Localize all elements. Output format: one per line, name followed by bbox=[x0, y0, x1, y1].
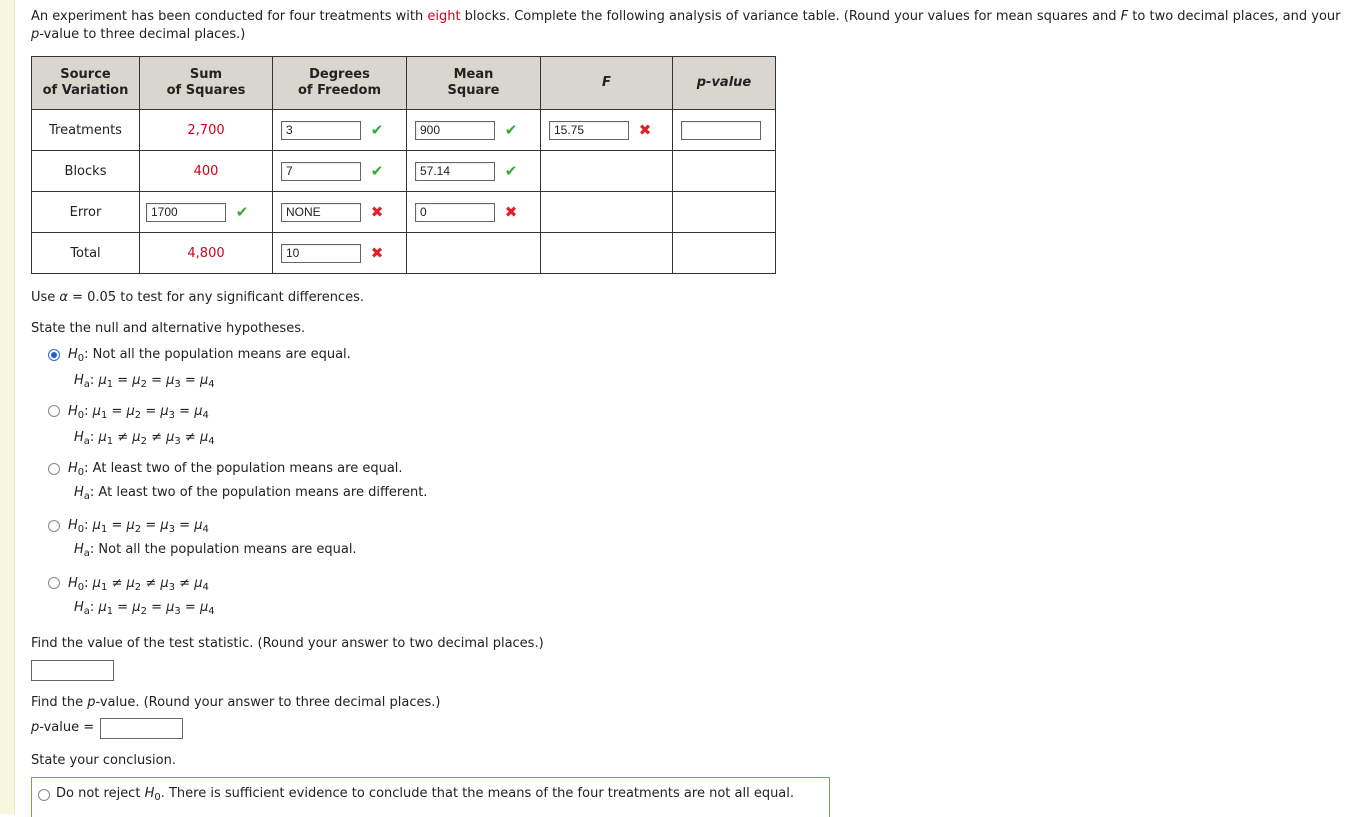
hypothesis-option-1-radio[interactable] bbox=[48, 349, 60, 361]
hypothesis-option-3-radio[interactable] bbox=[48, 463, 60, 475]
alpha-statement: Use α = 0.05 to test for any significant differences. bbox=[31, 290, 364, 305]
table-row-error bbox=[32, 192, 776, 233]
conclusion-option-1-radio[interactable] bbox=[38, 789, 50, 801]
p-value-label: p-value = bbox=[31, 720, 95, 735]
hypothesis-option-3-h0: $H_0$: At least two of the population means are equal. bbox=[68, 461, 403, 478]
test-statistic-input[interactable] bbox=[31, 660, 114, 681]
hypothesis-option-1-ha: $H_a$: $\mu_1 = \mu_2 = \mu_3 = \mu_4$ bbox=[74, 373, 215, 390]
check-icon: ✔ bbox=[370, 121, 384, 139]
hypothesis-option-4-ha: $H_a$: Not all the population means are equal. bbox=[74, 542, 357, 559]
left-margin-bar bbox=[0, 0, 15, 814]
header-degrees-of-freedom: Degrees of Freedom bbox=[273, 57, 407, 110]
error-ms-input[interactable]: 0 bbox=[415, 203, 495, 222]
conclusion-prompt: State your conclusion. bbox=[31, 753, 176, 768]
check-icon: ✔ bbox=[504, 162, 518, 180]
test-statistic-prompt: Find the value of the test statistic. (Round your answer to two decimal places.) bbox=[31, 636, 544, 651]
blocks-count-highlight: eight bbox=[427, 9, 461, 24]
treatments-ms-input[interactable]: 900 bbox=[415, 121, 495, 140]
header-source: Source of Variation bbox=[32, 57, 140, 110]
error-df-input[interactable]: NONE bbox=[281, 203, 361, 222]
blocks-df-input[interactable]: 7 bbox=[281, 162, 361, 181]
row-label: Error bbox=[32, 192, 140, 233]
x-icon: ✖ bbox=[638, 121, 652, 139]
hypothesis-option-4-h0: $H_0$: $\mu_1 = \mu_2 = \mu_3 = \mu_4$ bbox=[68, 518, 209, 535]
x-icon: ✖ bbox=[370, 203, 384, 221]
conclusion-option-1-label: Do not reject $H_0$. There is sufficient evidence to conclude that the means of the four treatments are not all equal. bbox=[56, 786, 795, 803]
x-icon: ✖ bbox=[370, 244, 384, 262]
treatments-p-value-input[interactable] bbox=[681, 121, 761, 140]
hypotheses-prompt: State the null and alternative hypotheses. bbox=[31, 321, 306, 336]
error-ss-input[interactable]: 1700 bbox=[146, 203, 226, 222]
hypothesis-option-5-radio[interactable] bbox=[48, 577, 60, 589]
conclusion-options-box bbox=[31, 777, 830, 817]
hypothesis-option-2-h0: $H_0$: $\mu_1 = \mu_2 = \mu_3 = \mu_4$ bbox=[68, 404, 209, 421]
question-intro: An experiment has been conducted for four treatments with eight blocks. Complete the following analysis of variance table. (Round your values for mean squares and F to two decimal places, and your p-value to three decimal places.) bbox=[31, 9, 1341, 42]
hypothesis-option-2-ha: $H_a$: $\mu_1 \ne \mu_2 \ne \mu_3 \ne \mu_4$ bbox=[74, 430, 215, 447]
check-icon: ✔ bbox=[235, 203, 249, 221]
hypothesis-option-1-h0: $H_0$: Not all the population means are equal. bbox=[68, 347, 351, 364]
treatments-f-input[interactable]: 15.75 bbox=[549, 121, 629, 140]
total-ss-value: 4,800 bbox=[140, 233, 273, 274]
hypothesis-option-5-h0: $H_0$: $\mu_1 \ne \mu_2 \ne \mu_3 \ne \mu_4$ bbox=[68, 576, 209, 593]
anova-table bbox=[31, 56, 776, 274]
table-row-total bbox=[32, 233, 776, 274]
p-value-input[interactable] bbox=[100, 718, 183, 739]
p-value-prompt: Find the p-value. (Round your answer to three decimal places.) bbox=[31, 695, 441, 710]
check-icon: ✔ bbox=[370, 162, 384, 180]
hypothesis-option-2-radio[interactable] bbox=[48, 405, 60, 417]
blocks-ms-input[interactable]: 57.14 bbox=[415, 162, 495, 181]
table-row-treatments bbox=[32, 110, 776, 151]
hypothesis-option-4-radio[interactable] bbox=[48, 520, 60, 532]
table-header-row bbox=[32, 57, 776, 110]
header-mean-square: Mean Square bbox=[407, 57, 541, 110]
blocks-ss-value: 400 bbox=[140, 151, 273, 192]
total-df-input[interactable]: 10 bbox=[281, 244, 361, 263]
hypothesis-option-3-ha: $H_a$: At least two of the population means are different. bbox=[74, 485, 428, 502]
x-icon: ✖ bbox=[504, 203, 518, 221]
header-sum-of-squares: Sum of Squares bbox=[140, 57, 273, 110]
row-label: Treatments bbox=[32, 110, 140, 151]
row-label: Blocks bbox=[32, 151, 140, 192]
check-icon: ✔ bbox=[504, 121, 518, 139]
header-f: F bbox=[541, 57, 673, 110]
table-row-blocks bbox=[32, 151, 776, 192]
treatments-ss-value: 2,700 bbox=[140, 110, 273, 151]
header-p-value: p-value bbox=[673, 57, 776, 110]
treatments-df-input[interactable]: 3 bbox=[281, 121, 361, 140]
row-label: Total bbox=[32, 233, 140, 274]
hypothesis-option-5-ha: $H_a$: $\mu_1 = \mu_2 = \mu_3 = \mu_4$ bbox=[74, 600, 215, 617]
